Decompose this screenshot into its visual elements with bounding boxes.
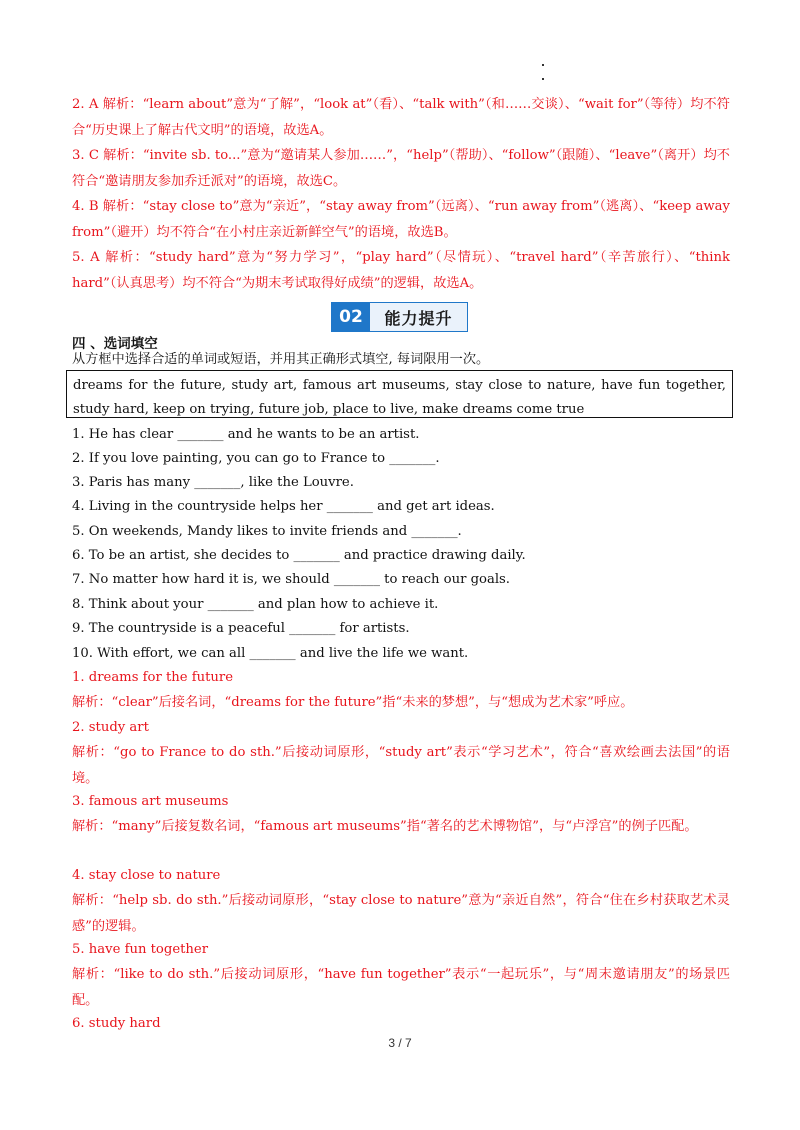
solution-explanation: 解析：“help sb. do sth.”后接动词原形，“stay close to nature”意为“亲近自然”，符合“住在乡村获取艺术灵感”的逻辑。 xyxy=(72,893,730,934)
solution-explanation: 解析：“like to do sth.”后接动词原形，“have fun together”表示“一起玩乐”，与“周末邀请朋友”的场景匹配。 xyxy=(72,967,730,1008)
question-3: 3. Paris has many _______, like the Louvre. xyxy=(72,475,354,490)
solution-answer: 5. have fun together xyxy=(72,942,209,957)
solution-explanation: 解析：“many”后接复数名词，“famous art museums”指“著名的艺术博物馆”，与“卢浮宫”的例子匹配。 xyxy=(72,819,698,834)
section-badge-title: 能力提升 xyxy=(370,303,467,331)
question-4: 4. Living in the countryside helps her _______ and get art ideas. xyxy=(72,499,495,514)
word-box: dreams for the future, study art, famous art museums, stay close to nature, have fun together, study hard, keep on trying, future job, place to live, make dreams come true xyxy=(66,370,733,418)
answer-4: 4. B 解析：“stay close to”意为“亲近”，“stay away from”（远离）、“run away from”（逃离）、“keep away from”（避开）均不符合“在小村庄亲近新鲜空气”的语境，故选B。 xyxy=(72,199,730,240)
solution-explanation: 解析：“go to France to do sth.”后接动词原形，“study art”表示“学习艺术”，符合“喜欢绘画去法国”的语境。 xyxy=(72,745,730,786)
question-5: 5. On weekends, Mandy likes to invite friends and _______. xyxy=(72,524,462,539)
question-10: 10. With effort, we can all _______ and live the life we want. xyxy=(72,646,469,661)
solution-answer: 3. famous art museums xyxy=(72,794,229,809)
answer-3: 3. C 解析：“invite sb. to...”意为“邀请某人参加……”，“help”（帮助）、“follow”（跟随）、“leave”（离开）均不符合“邀请朋友参加乔迁派对”的语境，故选C。 xyxy=(72,148,730,189)
header-dot xyxy=(542,78,544,80)
header-marks xyxy=(540,64,546,92)
answer-2: 2. A 解析：“learn about”意为“了解”，“look at”（看）、“talk with”（和……交谈）、“wait for”（等待）均不符合“历史课上了解古代文明”的语境，故选A。 xyxy=(72,97,730,138)
question-6: 6. To be an artist, she decides to _______ and practice drawing daily. xyxy=(72,548,526,563)
question-7: 7. No matter how hard it is, we should _______ to reach our goals. xyxy=(72,572,510,587)
solution-answer: 4. stay close to nature xyxy=(72,868,221,883)
section-heading: 四 、选词填空 xyxy=(72,336,158,352)
solution-answer: 1. dreams for the future xyxy=(72,670,234,685)
section-badge-number: 02 xyxy=(332,303,370,331)
page-number: 3 / 7 xyxy=(388,1036,412,1050)
question-1: 1. He has clear _______ and he wants to be an artist. xyxy=(72,427,420,442)
question-9: 9. The countryside is a peaceful _______ for artists. xyxy=(72,621,410,636)
header-dot xyxy=(542,64,544,66)
instruction: 从方框中选择合适的单词或短语，并用其正确形式填空, 每词限用一次。 xyxy=(72,352,490,367)
solution-answer: 2. study art xyxy=(72,720,149,735)
solution-explanation: 解析：“clear”后接名词，“dreams for the future”指“未来的梦想”，与“想成为艺术家”呼应。 xyxy=(72,695,634,710)
answer-5: 5. A 解析：“study hard”意为“努力学习”，“play hard”（尽情玩）、“travel hard”（辛苦旅行）、“think hard”（认真思考）均不符合“为期末考试取得好成绩”的逻辑，故选A。 xyxy=(72,250,730,291)
solution-answer: 6. study hard xyxy=(72,1016,161,1031)
question-8: 8. Think about your _______ and plan how to achieve it. xyxy=(72,597,439,612)
section-badge xyxy=(331,302,468,332)
question-2: 2. If you love painting, you can go to France to _______. xyxy=(72,451,440,466)
